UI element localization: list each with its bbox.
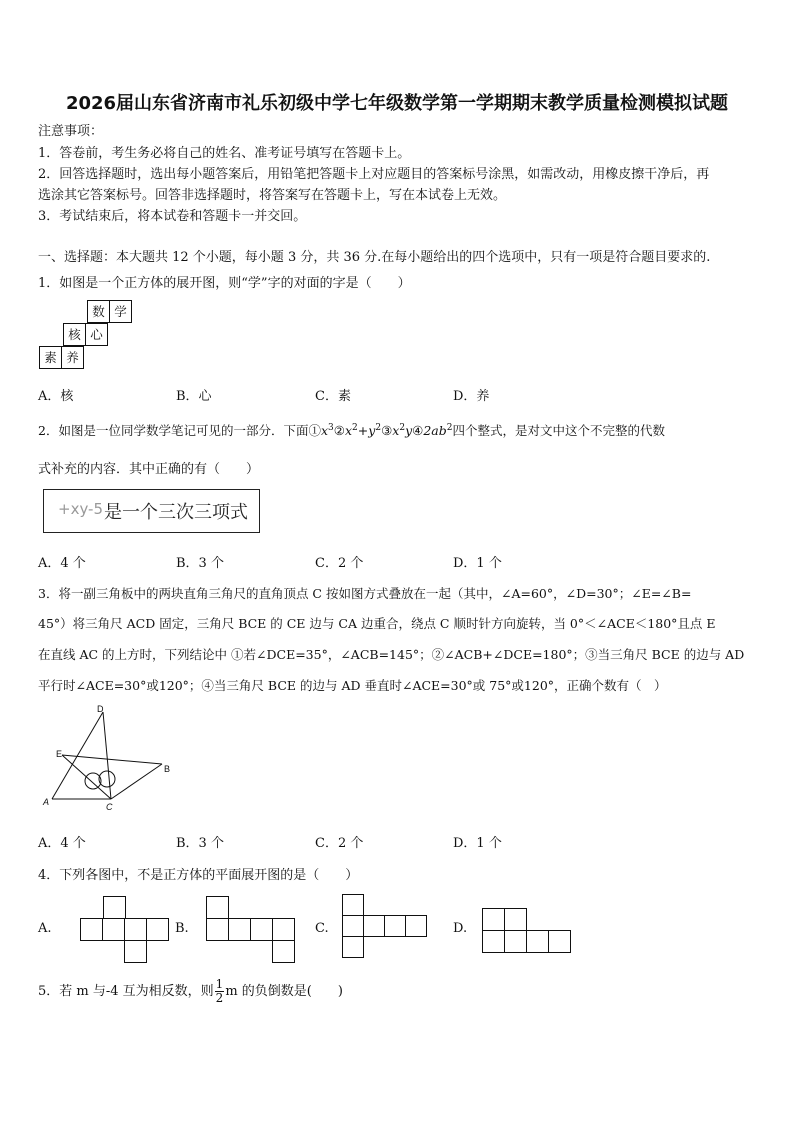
q2-stem <box>38 421 665 439</box>
expr-sup: 2 <box>446 422 453 433</box>
notice-item: 选涂其它答案标号。回答非选择题时，将答案写在答题卡上，写在本试卷上无效。 <box>38 188 507 203</box>
expr-sup: 2 <box>352 422 358 433</box>
net-square <box>206 896 229 919</box>
q3-stem-line: 45°）将三角尺 ACD 固定，三角尺 BCE 的 CE 边与 CA 边重合，绕点 C 顺时针方向旋转，当 0°＜∠ACE＜180°且点 E <box>38 616 716 631</box>
q3-option-d[interactable]: D．1 个 <box>453 836 502 851</box>
net-square <box>102 918 125 941</box>
q3-triangle-figure <box>36 702 186 820</box>
q1-option-a[interactable]: A．核 <box>38 389 74 404</box>
q2-option-d[interactable]: D．1 个 <box>453 556 502 571</box>
q1-stem: 1．如图是一个正方体的展开图，则“学”字的对面的字是（ ） <box>38 276 411 291</box>
net-square <box>504 930 527 953</box>
net-square <box>272 940 295 963</box>
expr-sup: 3 <box>328 422 334 433</box>
label-c: C <box>106 802 113 812</box>
q2-option-b[interactable]: B．3 个 <box>176 556 224 571</box>
fraction-numerator: 1 <box>215 977 224 991</box>
net-square <box>526 930 549 953</box>
net-cell: 养 <box>61 346 84 369</box>
note-box <box>43 489 260 533</box>
expr-op: + <box>357 423 369 438</box>
net-square <box>405 915 427 937</box>
net-cell: 素 <box>39 346 62 369</box>
net-square <box>342 936 364 958</box>
q2-option-c[interactable]: C．2 个 <box>315 556 364 571</box>
angle-mark <box>99 771 115 787</box>
q3-option-c[interactable]: C．2 个 <box>315 836 364 851</box>
expr: 2ab <box>423 423 447 438</box>
q5-stem-text: 5．若 m 与-4 互为相反数，则 <box>38 984 214 999</box>
q3-option-b[interactable]: B．3 个 <box>176 836 224 851</box>
label-a: A <box>43 797 50 807</box>
net-square <box>482 930 505 953</box>
label-b: B <box>164 764 171 774</box>
q2-stem-text: 2．如图是一位同学数学笔记可见的一部分．下面① <box>38 423 321 438</box>
page-title: 2026届山东省济南市礼乐初级中学七年级数学第一学期期末教学质量检测模拟试题 <box>65 93 729 114</box>
label-d: D <box>97 704 104 714</box>
net-square <box>103 896 126 919</box>
q4-option-c[interactable]: C. <box>315 921 329 936</box>
net-square <box>80 918 103 941</box>
net-square <box>504 908 527 931</box>
q3-stem-line: 在直线 AC 的上方时，下列结论中 ①若∠DCE=35°，∠ACB=145°；②∠ACB+∠DCE=180°；③当三角尺 BCE 的边与 AD <box>38 647 745 662</box>
net-cell: 核 <box>63 323 86 346</box>
fraction <box>215 978 225 1005</box>
note-text: 是一个三次三项式 <box>104 502 248 523</box>
circled-num: ② <box>333 423 345 438</box>
expr: y <box>405 423 413 438</box>
expr: x <box>392 423 400 438</box>
section-heading: 一、选择题：本大题共 12 个小题，每小题 3 分，共 36 分.在每小题给出的四个选项中，只有一项是符合题目要求的. <box>38 250 711 265</box>
net-cell: 数 <box>87 300 110 323</box>
q1-option-b[interactable]: B．心 <box>176 389 212 404</box>
q3-stem-line: 平行时∠ACE=30°或120°；④当三角尺 BCE 的边与 AD 垂直时∠ACE=30°或 75°或120°，正确个数有（ ） <box>38 678 667 693</box>
notice-item: 1．答卷前，考生务必将自己的姓名、准考证号填写在答题卡上。 <box>38 146 411 161</box>
q1-option-c[interactable]: C．素 <box>315 389 351 404</box>
net-square <box>272 918 295 941</box>
circled-num: ③ <box>381 423 393 438</box>
net-square <box>363 915 385 937</box>
net-square <box>228 918 251 941</box>
net-square <box>124 918 147 941</box>
q1-option-d[interactable]: D．养 <box>453 389 490 404</box>
q3-stem-line: 3．将一副三角板中的两块直角三角尺的直角顶点 C 按如图方式叠放在一起（其中，∠A=60°，∠D=30°；∠E=∠B= <box>38 586 692 601</box>
notice-item: 2．回答选择题时，选出每小题答案后，用铅笔把答题卡上对应题目的答案标号涂黑，如需改动，用橡皮擦干净后，再 <box>38 167 710 182</box>
circled-num: ④ <box>412 423 424 438</box>
line-bc <box>111 764 162 799</box>
net-square <box>250 918 273 941</box>
net-square <box>342 894 364 916</box>
net-square <box>146 918 169 941</box>
expr: x <box>320 423 329 438</box>
q4-option-d[interactable]: D. <box>453 921 468 936</box>
line-dc <box>103 712 111 799</box>
q2-stem-cont: 式补充的内容．其中正确的有（ ） <box>38 462 260 477</box>
expr-sup: 2 <box>399 422 406 433</box>
net-square <box>342 915 364 937</box>
q2-option-a[interactable]: A．4 个 <box>38 556 86 571</box>
net-square <box>206 918 229 941</box>
label-e: E <box>56 749 63 759</box>
q3-option-a[interactable]: A．4 个 <box>38 836 86 851</box>
expr: y <box>368 423 376 438</box>
net-cell: 学 <box>109 300 132 323</box>
net-square <box>482 908 505 931</box>
net-cell: 心 <box>85 323 108 346</box>
net-square <box>384 915 406 937</box>
q5-stem-text: m 的负倒数是( ) <box>225 984 343 999</box>
notice-heading: 注意事项： <box>38 124 104 139</box>
notice-item: 3．考试结束后，将本试卷和答题卡一并交回。 <box>38 209 307 224</box>
angle-mark <box>85 773 101 789</box>
q4-option-b[interactable]: B. <box>175 921 189 936</box>
note-partial-text: +xy-5 <box>58 500 104 518</box>
q4-option-a[interactable]: A. <box>38 921 52 936</box>
net-square <box>124 940 147 963</box>
expr-sup: 2 <box>375 422 382 433</box>
q5-stem <box>38 978 343 1005</box>
expr: x <box>344 423 353 438</box>
fraction-denominator: 2 <box>215 991 224 1005</box>
net-square <box>548 930 571 953</box>
line-eb <box>62 755 162 764</box>
q2-stem-text: 四个整式，是对文中这个不完整的代数 <box>452 423 666 438</box>
q4-stem: 4．下列各图中，不是正方体的平面展开图的是（ ） <box>38 868 359 883</box>
